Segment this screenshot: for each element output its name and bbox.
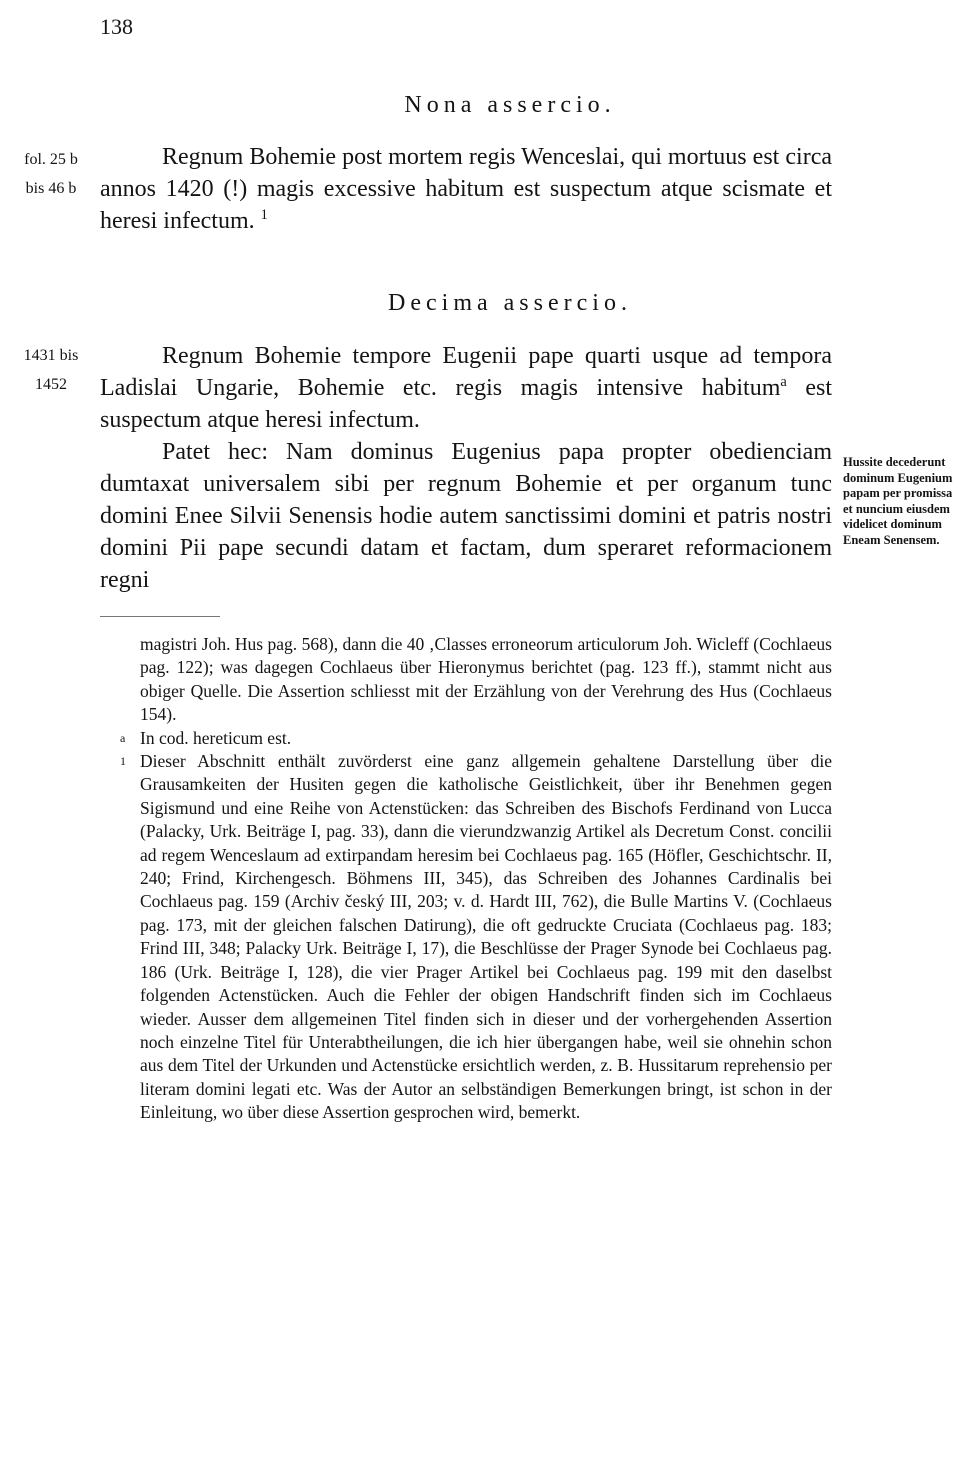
paragraph (100, 141, 832, 237)
footnote-text: Dieser Abschnitt enthält zuvörderst eine ganz allgemein gehaltene Darstellung über die Grausamkeiten der Husiten gegen die katholische Geistlichkeit, über ihr Benehmen gegen Sigismund und eine Reihe von Actenstücken: das Schreiben des Bischofs Ferdinand von Lucca (Palacky, Urk. Beiträge I, pag. 33), dann die vierundzwanzig Artikel als Decretum Const. concilii ad regem Wenceslaum ad extirpandam heresim bei Cochlaeus pag. 165 (Höfler, Geschichtschr. II, 240; Frind, Kirchengesch. Böhmens III, 345), das Schreiben des Johannes Cardinalis bei Cochlaeus pag. 159 (Archiv český III, 203; v. d. Hardt III, 762), die Bulle Martins V. (Cochlaeus pag. 173, mit der gleichen falschen Datirung), die oft gedruckte Cruciata (Cochlaeus pag. 183; Frind III, 348; Palacky Urk. Beiträge I, 17), die Beschlüsse der Prager Synode bei Cochlaeus pag. 186 (Urk. Beiträge I, 128), die vier Prager Artikel bei Cochlaeus pag. 199 mit den daselbst folgenden Actenstücken. Auch die Fehler der obigen Handschrift finden sich im Cochlaeus wieder. Ausser dem allgemeinen Titel finden sich in dieser und der vorhergehenden Assertion noch einzelne Titel für Unterabtheilungen, die ich hier übergangen habe, weil sie ohnehin schon aus dem Titel der Urkunden und Actenstücke ersichtlich werden, z. B. Hussitarum reprehensio per literam domini legati etc. Was der Autor an selbständigen Bemerkungen bringt, ist schon in der Einleitung, wo über diese Assertion gesprochen wird, bemerkt. (140, 751, 832, 1123)
section-body-decima (100, 340, 832, 596)
footnote-reference: a (780, 374, 787, 390)
paragraph-text: Regnum Bohemie tempore Eugenii pape quarti usque ad tempora Ladislai Ungarie, Bohemie etc. regis magis intensive habitum (100, 343, 832, 401)
paragraph-text: est suspectum atque heresi infectum. (100, 375, 832, 433)
footnote-continuation: magistri Joh. Hus pag. 568), dann die 40 ‚Classes erroneorum articulorum Joh. Wicleff (Cochlaeus pag. 122); was dagegen Cochlaeus über Hieronymus berichtet (pag. 123 ff.), stammt nicht aus obiger Quelle. Die Assertion schliesst mit der Erzählung von der Verehrung des Hus (Cochlaeus 154). (140, 634, 832, 725)
right-margin-note: Hussite decederunt dominum Eugenium papam per promissa et nuncium eiusdem videlicet dominum Eneam Senensem. (843, 455, 953, 547)
margin-note-line: bis 46 b (25, 180, 77, 197)
footnote-1 (120, 750, 832, 1125)
margin-note-line: 1431 bis (23, 347, 79, 364)
left-margin-note-folio (6, 145, 96, 203)
footnote-marker: a (120, 730, 126, 745)
footnote-reference: 1 (260, 207, 268, 223)
footnote-marker: 1 (120, 754, 126, 769)
section-heading-decima: Decima assercio. (388, 290, 632, 316)
paragraph (100, 340, 832, 436)
page-number: 138 (100, 14, 133, 39)
paragraph: Patet hec: Nam dominus Eugenius papa propter obedienciam dumtaxat universalem sibi per regnum Bohemie et per organum tunc domini Enee Silvii Senensis hodie autem sanctissimi domini et patris nostri domini Pii pape secundi datam et factam, dum speraret reformacionem regni (100, 439, 832, 593)
section-heading-nona: Nona assercio. (404, 92, 616, 118)
footnote-text: In cod. hereticum est. (140, 727, 292, 748)
footnote-a (120, 727, 832, 750)
paragraph-text: Regnum Bohemie post mortem regis Wenceslai, qui mortuus est circa annos 1420 (!) magis excessive habitum est suspectum atque scismate et heresi infectum. (100, 144, 832, 234)
footnotes (120, 633, 832, 1125)
section-body-nona (100, 141, 832, 237)
left-margin-note-years (6, 341, 96, 399)
footnote-divider (100, 616, 220, 617)
margin-note-line: fol. 25 b (24, 151, 78, 168)
margin-note-line: 1452 (35, 376, 67, 393)
